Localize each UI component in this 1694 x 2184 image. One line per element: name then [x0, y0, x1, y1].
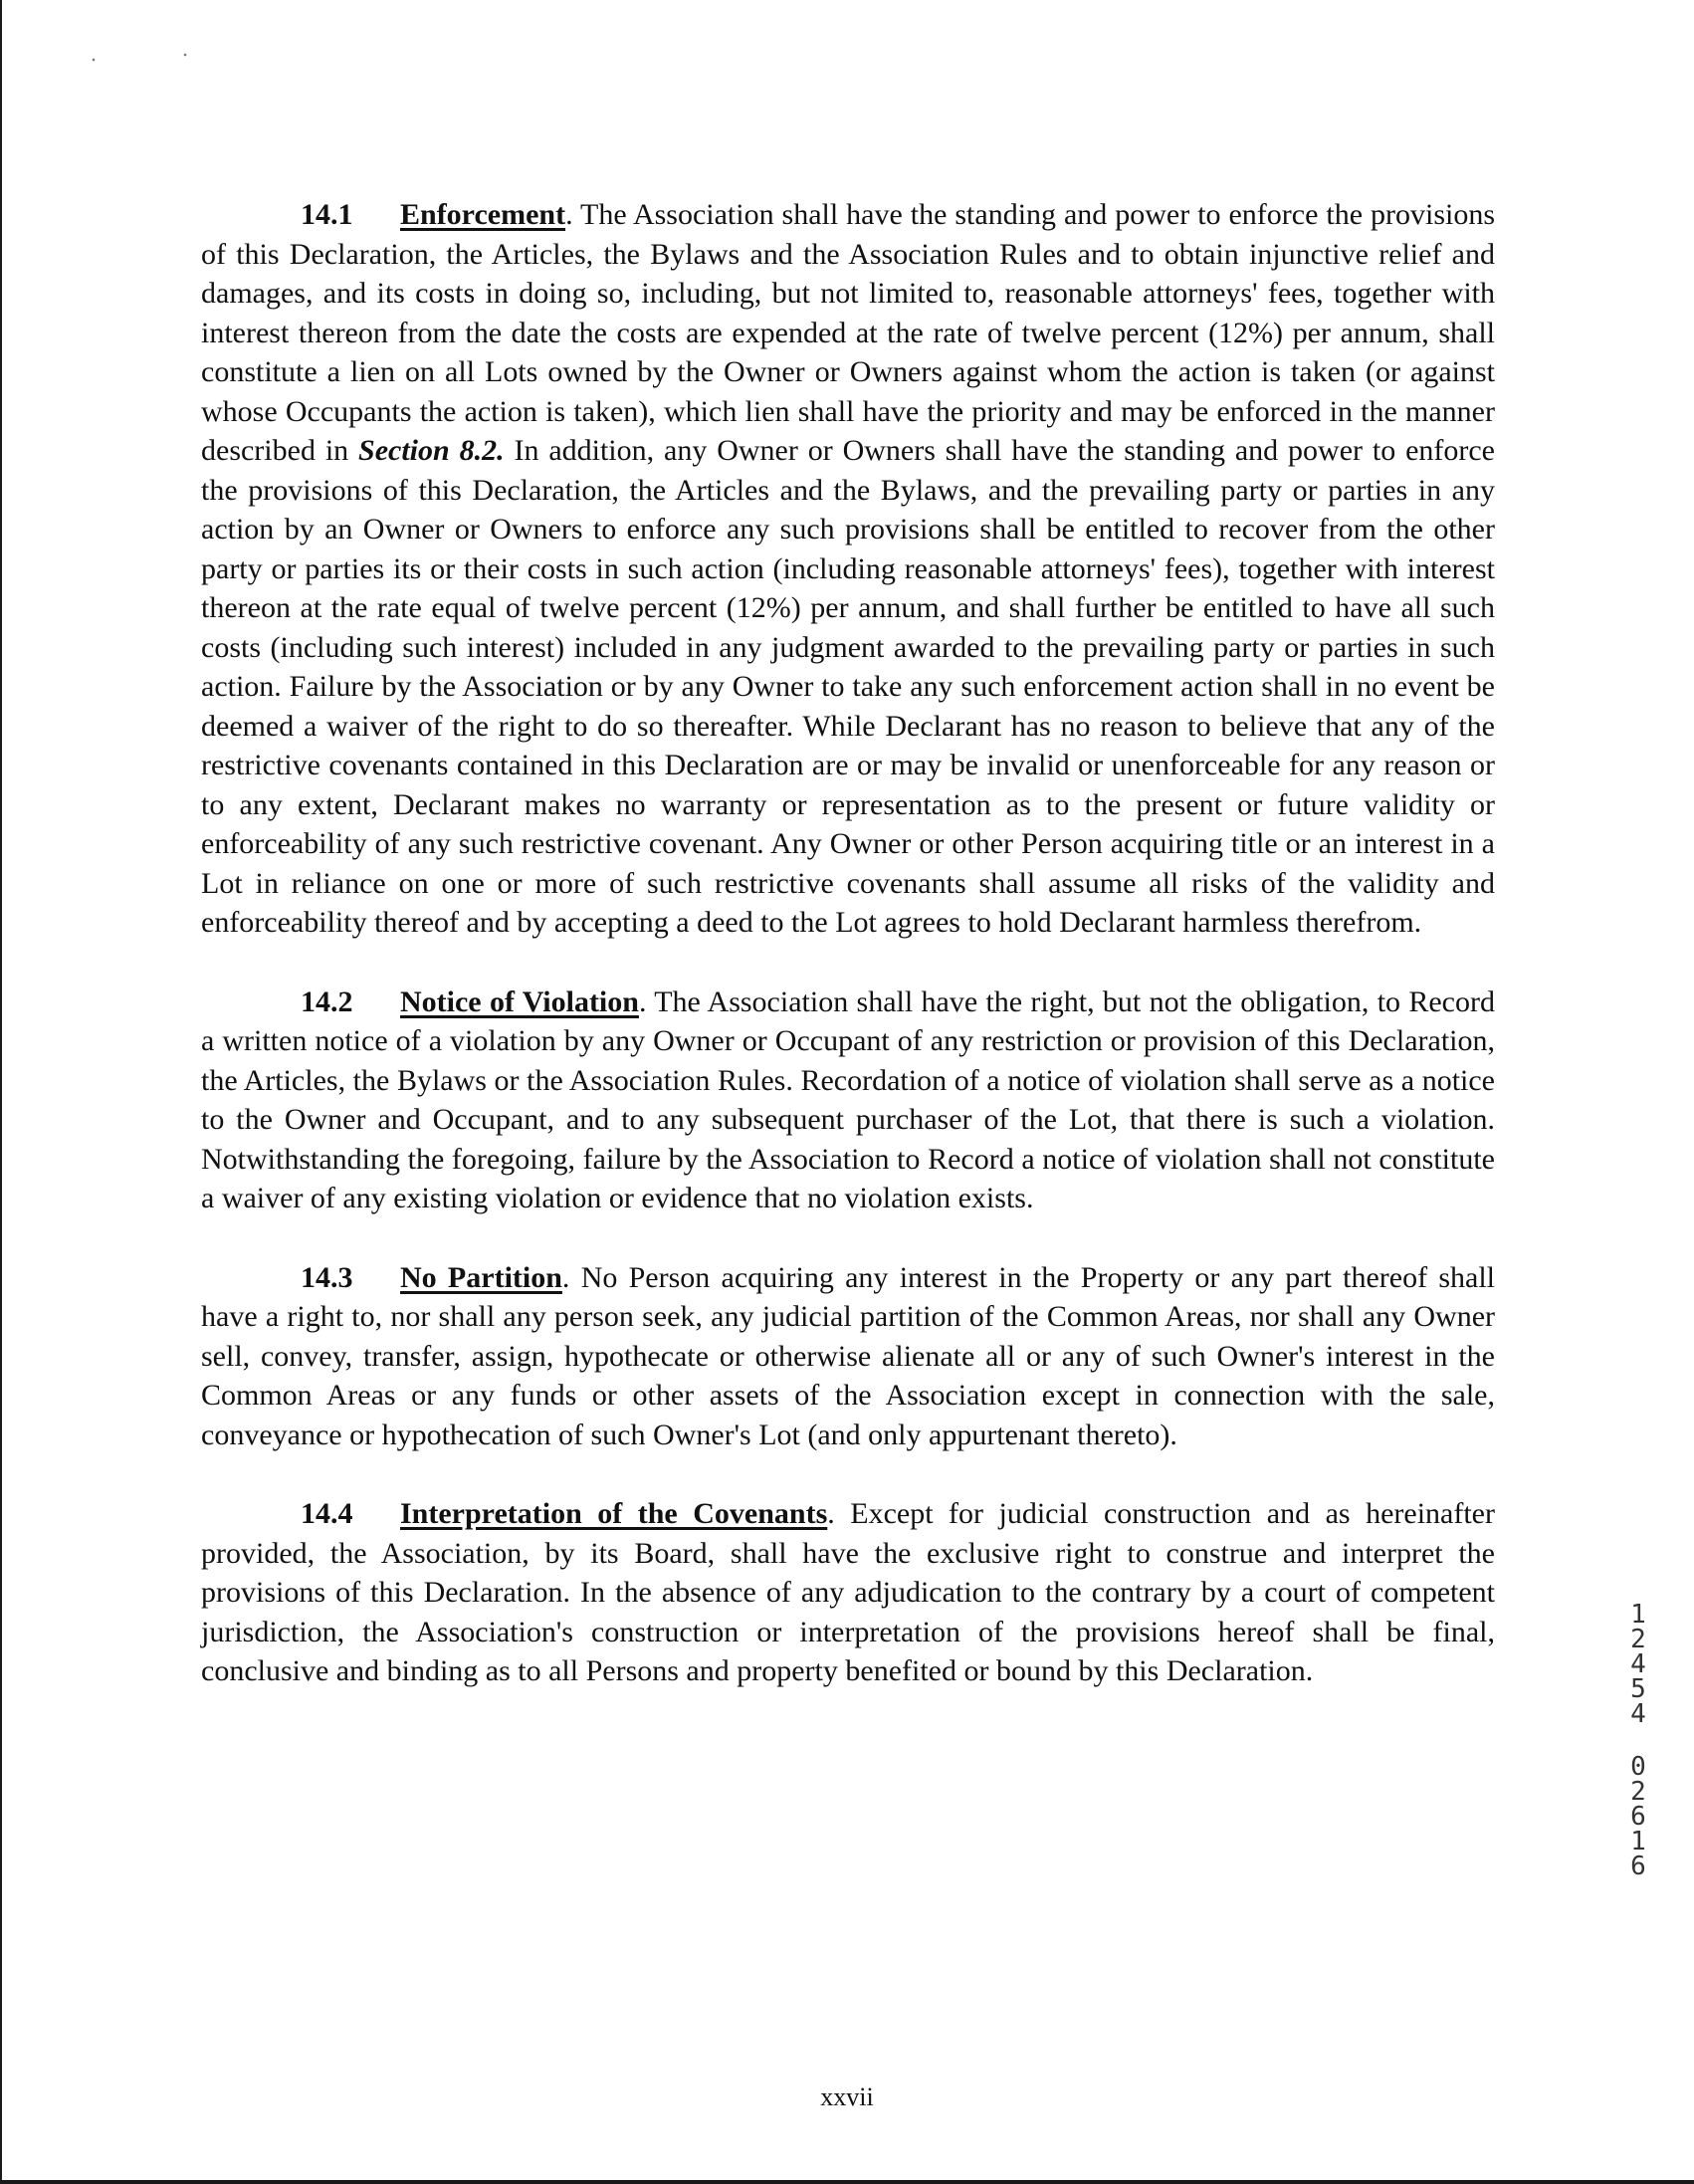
section-14-2	[201, 983, 1495, 1218]
section-text: . The Association shall have the standing and power to enforce the provisions of this Declaration, the Articles, the Bylaws and the Association Rules and to obtain injunctive relief and damages, and its costs in doing so, including, but not limited to, reasonable attorneys' fees, together with interest thereon from the date the costs are expended at the rate of twelve percent (12%) per annum, shall constitute a lien on all Lots owned by the Owner or Owners against whom the action is taken (or against whose Occupants the action is taken), which lien shall have the priority and may be enforced in the manner described in	[201, 198, 1495, 467]
section-number: 14.1	[301, 198, 353, 231]
section-text: . Except for judicial construction and as hereinafter provided, the Association, by its Board, shall have the exclusive right to construe and interpret the provisions of this Declaration. In the absence of any adjudication to the contrary by a court of competent jurisdiction, the Association's construction or interpretation of the provisions hereof shall be final, conclusive and binding as to all Persons and property benefited or bound by this Declaration.	[201, 1497, 1495, 1687]
document-body	[201, 195, 1495, 1731]
section-14-3	[201, 1258, 1495, 1455]
section-number: 14.3	[301, 1260, 353, 1294]
section-reference: Section 8.2.	[358, 434, 505, 467]
section-title: Enforcement	[400, 198, 566, 231]
stamp-digit: 6	[1630, 1852, 1646, 1881]
stamp-digit: 2	[1630, 1777, 1646, 1807]
section-title: No Partition	[400, 1260, 562, 1294]
section-title: Interpretation of the Covenants	[400, 1497, 828, 1530]
stamp-digit: 4	[1630, 1649, 1646, 1679]
section-text: . The Association shall have the right, but not the obligation, to Record a written notice of a violation by any Owner or Occupant of any restriction or provision of this Declaration, the Articles, the Bylaws or the Association Rules. Recordation of a notice of violation shall serve as a notice to the Owner and Occupant, and to any subsequent purchaser of the Lot, that there is such a violation. Notwithstanding the foregoing, failure by the Association to Record a notice of violation shall not constitute a waiver of any existing violation or evidence that no violation exists.	[201, 984, 1495, 1214]
scan-border-bottom	[0, 2180, 1694, 2184]
stamp-digit: 5	[1630, 1674, 1646, 1704]
stamp-digit: 4	[1630, 1699, 1646, 1729]
scan-border-left	[0, 0, 2, 2184]
stamp-digit: 1	[1630, 1600, 1646, 1630]
stamp-digit: 1	[1630, 1827, 1646, 1856]
section-text: . No Person acquiring any interest in the Property or any part thereof shall have a right to, nor shall any person seek, any judicial partition of the Common Areas, nor shall any Owner sell, convey, transfer, assign, hypothecate or otherwise alienate all or any of such Owner's interest in the Common Areas or any funds or other assets of the Association except in connection with the sale, conveyance or hypothecation of such Owner's Lot (and only appurtenant thereto).	[201, 1260, 1496, 1451]
recording-stamp	[1620, 1600, 1656, 1881]
stamp-digit: 6	[1630, 1802, 1646, 1832]
section-14-1	[201, 195, 1495, 943]
section-number: 14.4	[301, 1497, 353, 1530]
stamp-digit: 0	[1630, 1752, 1646, 1782]
scan-specks	[0, 0, 219, 80]
section-title: Notice of Violation	[400, 984, 639, 1018]
stamp-gap	[1620, 1727, 1656, 1755]
section-number: 14.2	[301, 984, 353, 1018]
section-text-continued: In addition, any Owner or Owners shall have the standing and power to enforce the provisions of this Declaration, the Articles and the Bylaws, and the prevailing party or parties in any action by an Owner or Owners to enforce any such provisions shall be entitled to recover from the other party or parties its or their costs in such action (including reasonable attorneys' fees), together with interest thereon at the rate equal of twelve percent (12%) per annum, and shall further be entitled to have all such costs (including such interest) included in any judgment awarded to the prevailing party or parties in such action. Failure by the Association or by any Owner to take any such enforcement action shall in no event be deemed a waiver of the right to do so thereafter. While Declarant has no reason to believe that any of the restrictive covenants contained in this Declaration are or may be invalid or unenforceable for any reason or to any extent, Declarant makes no warranty or representation as to the present or future validity or enforceability of any such restrictive covenant. Any Owner or other Person acquiring title or an interest in a Lot in reliance on one or more of such restrictive covenants shall assume all risks of the validity and enforceability thereof and by accepting a deed to the Lot agrees to hold Declarant harmless therefrom.	[201, 434, 1496, 939]
stamp-digit: 2	[1630, 1625, 1646, 1654]
section-14-4	[201, 1494, 1495, 1691]
page-number: xxvii	[820, 2082, 874, 2111]
